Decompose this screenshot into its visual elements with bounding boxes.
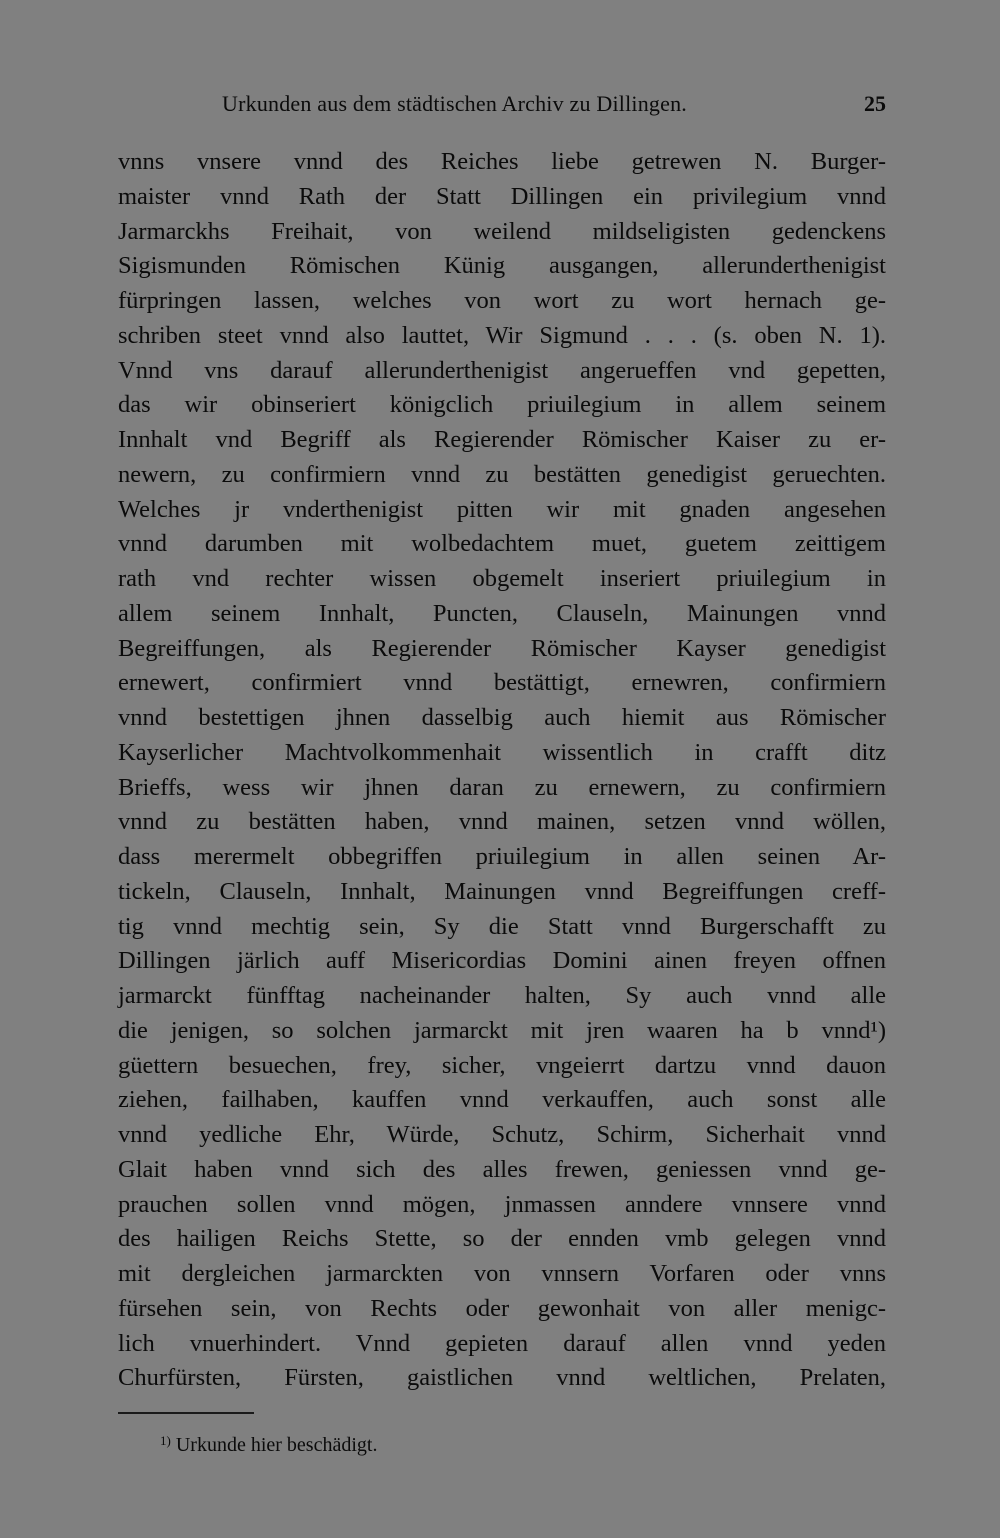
- footnote-text: Urkunde hier beschädigt.: [175, 1434, 378, 1456]
- text-line: dass merermelt obbegriffen priuilegium in allen seinen Ar-: [118, 843, 886, 870]
- text-line: fürsehen sein, von Rechts oder gewonhait von aller menigc-: [118, 1294, 886, 1322]
- text-line: jarmarckt fünfftag nacheinander halten, Sy auch vnnd alle: [118, 982, 886, 1009]
- text-line: vnnd bestettigen jhnen dasselbig auch hiemit aus Römischer: [118, 704, 886, 731]
- text-line: vnns vnsere vnnd des Reiches liebe getrewen N. Burger-: [118, 148, 886, 175]
- text-line: allem seinem Innhalt, Puncten, Clauseln, Mainungen vnnd: [118, 599, 886, 627]
- text-line: newern, zu confirmiern vnnd zu bestätten genedigist geruechten.: [118, 460, 886, 488]
- running-title: Urkunden aus dem städtischen Archiv zu Dillingen.: [222, 91, 687, 116]
- text-line: Welches jr vnderthenigist pitten wir mit gnaden angesehen: [118, 495, 886, 523]
- text-line: Dillingen järlich auff Misericordias Domini ainen freyen offnen: [118, 947, 886, 975]
- footnote-rule: [118, 1412, 254, 1414]
- text-line: tig vnnd mechtig sein, Sy die Statt vnnd Burgerschafft zu: [118, 912, 886, 940]
- text-line: Churfürsten, Fürsten, gaistlichen vnnd weltlichen, Prelaten,: [118, 1364, 886, 1392]
- text-line: Kayserlicher Machtvolkommenhait wissentlich in crafft ditz: [118, 738, 886, 766]
- body-text: [118, 145, 886, 1396]
- text-line: vnnd yedliche Ehr, Würde, Schutz, Schirm, Sicherhait vnnd: [118, 1121, 886, 1148]
- text-line: ziehen, failhaben, kauffen vnnd verkauffen, auch sonst alle: [118, 1086, 886, 1114]
- text-line: die jenigen, so solchen jarmarckt mit jren waaren ha b vnnd¹): [118, 1016, 886, 1044]
- text-line: tickeln, Clauseln, Innhalt, Mainungen vnnd Begreiffungen creff-: [118, 877, 886, 905]
- text-line: vnnd darumben mit wolbedachtem muet, guetem zeittigem: [118, 530, 886, 558]
- text-line: Innhalt vnd Begriff als Regierender Römischer Kaiser zu er-: [118, 426, 886, 453]
- text-line: mit dergleichen jarmarckten von vnnsern Vorfaren oder vnns: [118, 1260, 886, 1287]
- running-head: [118, 86, 886, 122]
- text-line: schriben steet vnnd also lauttet, Wir Sigmund . . . (s. oben N. 1).: [118, 321, 886, 349]
- text-line: ernewert, confirmiert vnnd bestättigt, ernewren, confirmiern: [118, 669, 886, 697]
- text-line: fürpringen lassen, welches von wort zu wort hernach ge-: [118, 287, 886, 314]
- text-line: rath vnd rechter wissen obgemelt inseriert priuilegium in: [118, 565, 886, 592]
- text-line: Jarmarckhs Freihait, von weilend mildseligisten gedenckens: [118, 217, 886, 245]
- footnote-marker: 1): [160, 1433, 171, 1448]
- text-line: lich vnuerhindert. Vnnd gepieten darauf allen vnnd yeden: [118, 1329, 886, 1357]
- text-line: des hailigen Reichs Stette, so der ennden vmb gelegen vnnd: [118, 1225, 886, 1253]
- text-line: Sigismunden Römischen Künig ausgangen, allerunderthenigist: [118, 252, 886, 280]
- text-line: Glait haben vnnd sich des alles frewen, geniessen vnnd ge-: [118, 1155, 886, 1183]
- text-line: vnnd zu bestätten haben, vnnd mainen, setzen vnnd wöllen,: [118, 808, 886, 836]
- text-line: Begreiffungen, als Regierender Römischer Kayser genedigist: [118, 634, 886, 662]
- footnote: [160, 1426, 377, 1460]
- text-line: Vnnd vns darauf allerunderthenigist angerueffen vnd gepetten,: [118, 356, 886, 384]
- text-line: das wir obinseriert königclich priuilegium in allem seinem: [118, 391, 886, 419]
- text-line: maister vnnd Rath der Statt Dillingen ein privilegium vnnd: [118, 182, 886, 210]
- text-line: güettern besuechen, frey, sicher, vngeierrt dartzu vnnd dauon: [118, 1051, 886, 1079]
- text-line: prauchen sollen vnnd mögen, jnmassen anndere vnnsere vnnd: [118, 1190, 886, 1218]
- text-line: Brieffs, wess wir jhnen daran zu ernewern, zu confirmiern: [118, 773, 886, 801]
- page-number: 25: [864, 91, 886, 116]
